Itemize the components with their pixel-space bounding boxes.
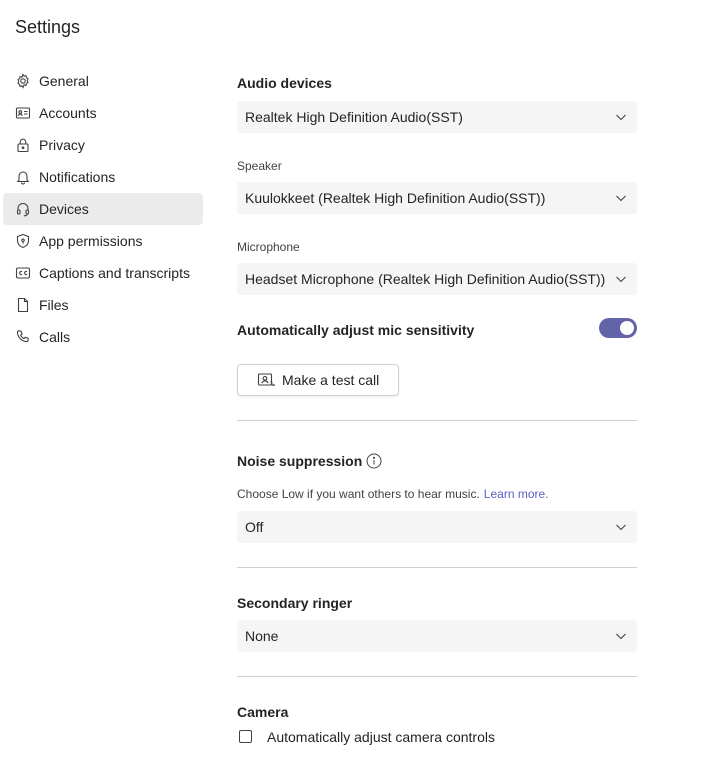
id-card-icon [15,105,31,121]
sidebar-item-label: Privacy [39,137,85,153]
info-icon[interactable] [366,453,382,469]
sidebar-item-label: Calls [39,329,71,345]
bell-icon [15,169,31,185]
sidebar-item-captions[interactable] [3,257,203,289]
toggle-knob [620,321,634,335]
chevron-down-icon [615,521,627,533]
auto-mic-toggle[interactable] [599,318,637,338]
section-divider [237,567,637,568]
speaker-dropdown[interactable] [237,182,637,214]
make-test-call-button[interactable] [237,364,399,396]
shield-icon [15,233,31,249]
sidebar-item-accounts[interactable] [3,97,203,129]
sidebar-item-calls[interactable] [3,321,203,353]
sidebar-item-privacy[interactable] [3,129,203,161]
sidebar-item-devices[interactable] [3,193,203,225]
cc-icon [15,265,31,281]
chevron-down-icon [615,192,627,204]
speaker-value: Kuulokkeet (Realtek High Definition Audio(SST)) [245,190,546,206]
settings-sidebar [3,65,203,353]
secondary-ringer-title: Secondary ringer [237,595,353,611]
camera-title: Camera [237,704,289,720]
section-divider [237,676,637,677]
gear-icon [15,73,31,89]
microphone-dropdown[interactable] [237,263,637,295]
chevron-down-icon [615,111,627,123]
noise-suppression-title: Noise suppression [237,453,363,469]
sidebar-item-label: Captions and transcripts [39,265,190,281]
audio-devices-title: Audio devices [237,75,332,91]
headset-icon [15,201,31,217]
auto-camera-label[interactable]: Automatically adjust camera controls [267,729,495,745]
auto-camera-checkbox[interactable] [239,730,252,743]
sidebar-item-label: Accounts [39,105,97,121]
section-divider [237,420,637,421]
speaker-label: Speaker [237,159,282,173]
learn-more-link[interactable]: Learn more. [483,487,549,501]
sidebar-item-app-permissions[interactable] [3,225,203,257]
sidebar-item-label: Devices [39,201,89,217]
auto-mic-label: Automatically adjust mic sensitivity [237,322,475,338]
settings-title: Settings [15,17,81,37]
make-test-call-label: Make a test call [282,372,380,388]
audio-device-dropdown[interactable] [237,101,637,133]
secondary-ringer-value: None [245,628,279,644]
phone-icon [15,329,31,345]
sidebar-item-general[interactable] [3,65,203,97]
audio-device-value: Realtek High Definition Audio(SST) [245,109,463,125]
noise-hint [237,487,549,501]
file-icon [15,297,31,313]
noise-suppression-dropdown[interactable] [237,511,637,543]
sidebar-item-label: Files [39,297,69,313]
sidebar-item-notifications[interactable] [3,161,203,193]
chevron-down-icon [615,630,627,642]
noise-hint-text: Choose Low if you want others to hear music. [237,487,480,501]
sidebar-item-label: General [39,73,89,89]
lock-icon [15,137,31,153]
sidebar-item-label: App permissions [39,233,143,249]
secondary-ringer-dropdown[interactable] [237,620,637,652]
test-call-icon [257,372,275,388]
microphone-label: Microphone [237,240,300,254]
chevron-down-icon [615,273,627,285]
sidebar-item-label: Notifications [39,169,116,185]
noise-suppression-value: Off [245,519,264,535]
microphone-value: Headset Microphone (Realtek High Definition Audio(SST)) [245,271,606,287]
sidebar-item-files[interactable] [3,289,203,321]
